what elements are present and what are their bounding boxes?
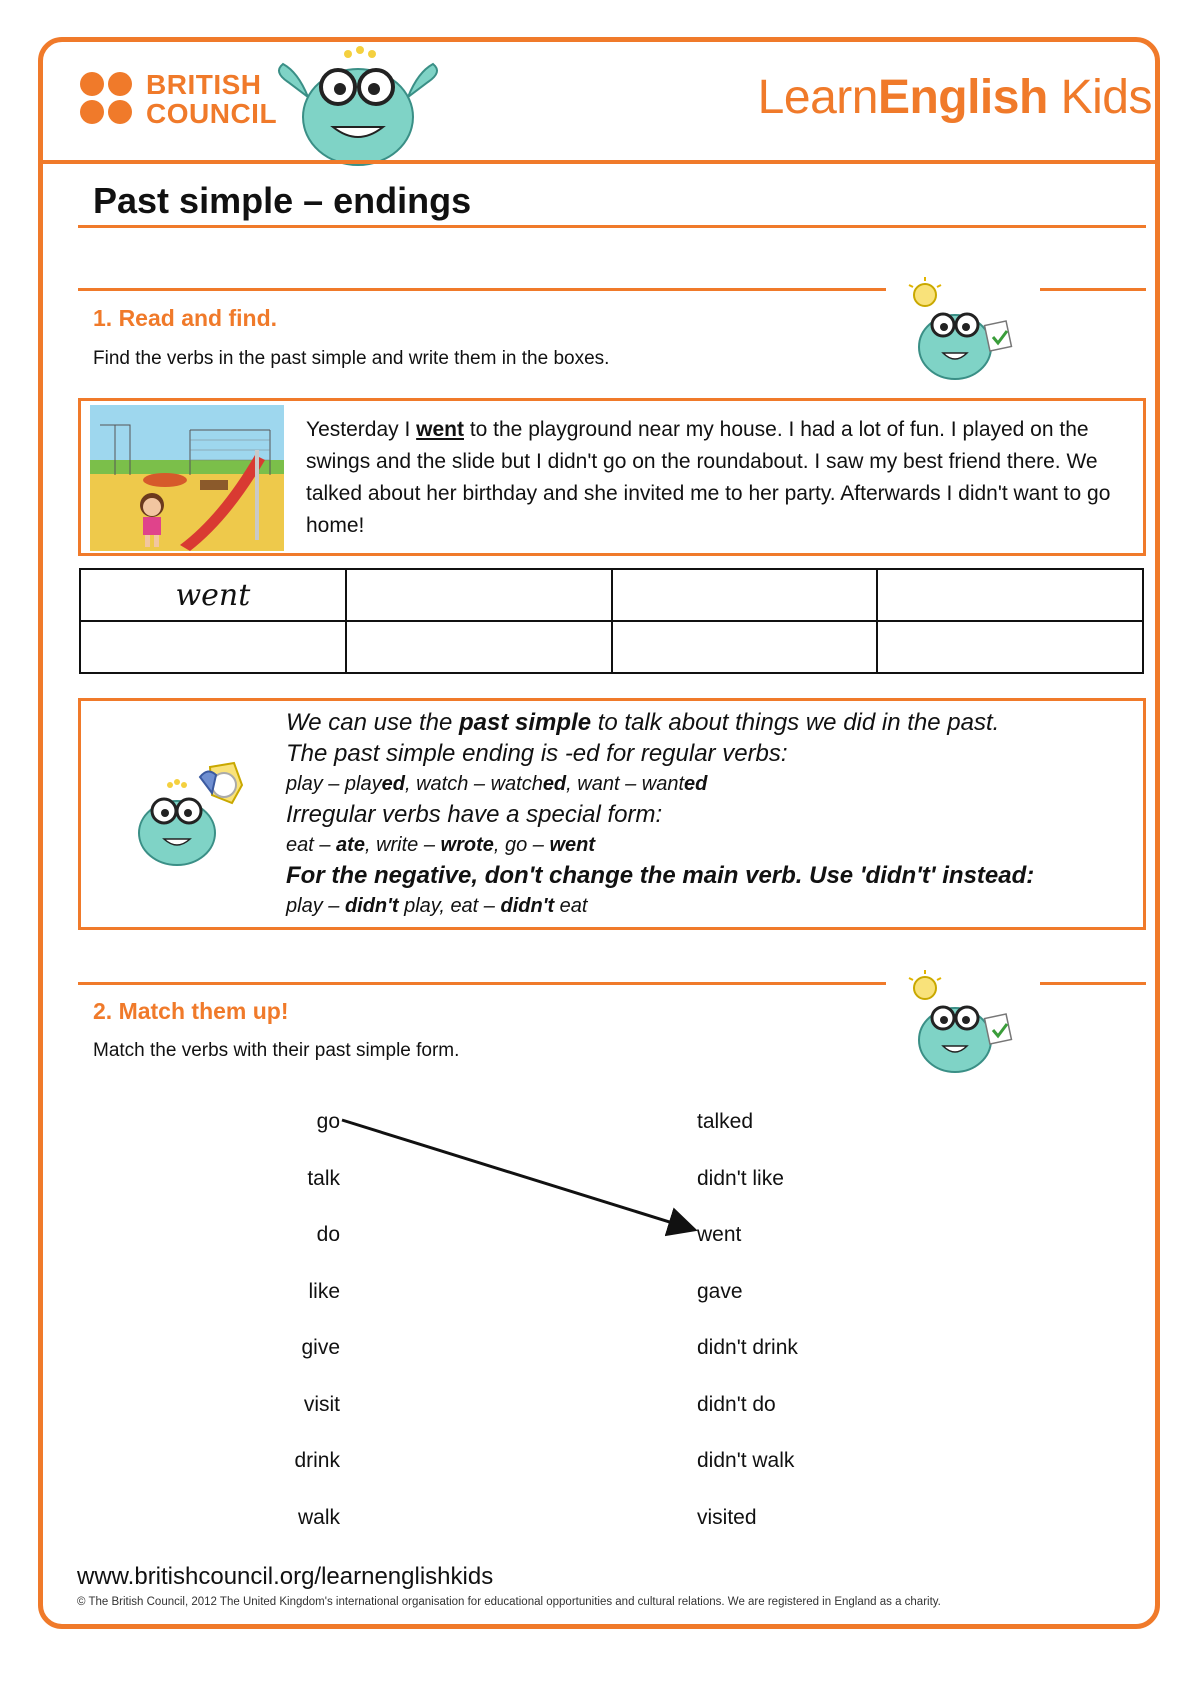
answer-cell[interactable] [612, 621, 878, 673]
rule-line-4: Irregular verbs have a special form: [286, 801, 663, 828]
rule-line-3 [286, 769, 1146, 799]
rule-line-2: The past simple ending is -ed for regular verbs: [286, 740, 788, 767]
match-right-verb[interactable]: didn't like [697, 1166, 784, 1190]
match-right-verb[interactable]: visited [697, 1505, 757, 1529]
mascot-logo-icon [268, 42, 448, 172]
playground-illustration [90, 405, 284, 551]
story-paragraph [306, 414, 1136, 542]
lek-prefix: Learn [757, 71, 878, 124]
lek-middle: English [877, 71, 1048, 124]
title-underline [78, 225, 1146, 228]
rule-line-1-c: to talk about things we did in the past. [591, 709, 1000, 736]
match-right-verb[interactable]: gave [697, 1279, 743, 1303]
match-left-verb[interactable]: visit [303, 1392, 340, 1416]
match-right-verb[interactable]: didn't walk [697, 1449, 795, 1472]
section2-heading: 2. Match them up! [93, 998, 289, 1024]
answer-cell[interactable] [612, 569, 878, 621]
answer-cell[interactable] [346, 621, 612, 673]
match-right-verb[interactable]: didn't do [697, 1392, 776, 1416]
grammar-rule-text [286, 707, 1146, 921]
answer-row [80, 569, 1143, 621]
rule-example: , want – want [566, 773, 684, 795]
section1-rule-right [1040, 288, 1146, 291]
section2-instruction: Match the verbs with their past simple form. [93, 1040, 460, 1061]
page-title: Past simple – endings [93, 180, 472, 221]
rule-example-bold: wrote [440, 834, 494, 856]
header-divider [43, 160, 1155, 164]
footer-url[interactable]: www.britishcouncil.org/learnenglishkids [77, 1563, 494, 1590]
answer-row [80, 621, 1143, 673]
learnenglish-kids-logo [758, 70, 1152, 125]
answer-cell[interactable] [346, 569, 612, 621]
match-left-verb[interactable]: walk [297, 1505, 340, 1529]
story-text-before: Yesterday I [306, 418, 417, 441]
rule-example-bold: ed [381, 773, 405, 795]
mascot-idea-icon [895, 968, 1020, 1078]
answer-grid [79, 568, 1144, 674]
rule-example: , go – [493, 834, 550, 856]
answer-cell[interactable] [877, 569, 1143, 621]
answer-cell[interactable] [80, 621, 346, 673]
lek-suffix: Kids [1047, 71, 1152, 124]
british-council-logo [80, 70, 280, 132]
rule-line-6 [286, 860, 1146, 891]
rule-example: play – [286, 895, 345, 917]
section1-heading: 1. Read and find. [93, 305, 278, 331]
rule-line-5 [286, 830, 1146, 860]
rule-example: play – play [286, 773, 382, 795]
rule-example: eat – [286, 834, 337, 856]
rule-line-1-a: We can use the [286, 709, 459, 736]
mascot-teacher-icon [122, 755, 272, 870]
bc-dots-icon [80, 72, 136, 128]
footer-legal: © The British Council, 2012 The United Kingdom's international organisation for educational opportunities and cultural relations. We are registered in England as a charity. [77, 1596, 941, 1608]
bc-line2: COUNCIL [146, 98, 278, 129]
rule-example-bold: ed [684, 773, 708, 795]
rule-example-bold: didn't [500, 895, 555, 917]
bc-line1: BRITISH [146, 69, 262, 100]
match-left-verb[interactable]: go [316, 1110, 340, 1133]
match-left-verb[interactable]: give [301, 1336, 340, 1359]
rule-keyword: past simple [459, 709, 592, 736]
rule-example: , write – [364, 834, 441, 856]
match-left-verb[interactable]: do [316, 1223, 340, 1246]
match-right-verb[interactable]: went [697, 1223, 742, 1246]
story-text-after: to the playground near my house. I had a lot of fun. I played on the swings and the slide but I didn't go on the roundabout. I saw my best friend there. We talked about her birthday and she invited me to her party. Afterwards I didn't want to go home! [306, 418, 1111, 537]
rule-example: play, eat – [398, 895, 501, 917]
answer-cell[interactable] [877, 621, 1143, 673]
rule-example-bold: ate [336, 834, 365, 856]
section2-rule-right [1040, 982, 1146, 985]
rule-example: , watch – watch [404, 773, 543, 795]
mascot-idea-icon [895, 275, 1020, 385]
section1-rule-left [78, 288, 886, 291]
rule-example-bold: ed [542, 773, 567, 795]
match-left-verb[interactable]: drink [294, 1449, 340, 1472]
match-left-verb[interactable]: talk [307, 1166, 340, 1190]
answer-cell[interactable] [80, 569, 346, 621]
match-left-verb[interactable]: like [308, 1279, 340, 1303]
match-right-verb[interactable]: didn't drink [697, 1336, 798, 1359]
section1-instruction: Find the verbs in the past simple and write them in the boxes. [93, 348, 610, 369]
story-example-verb: went [416, 418, 464, 441]
match-right-verb[interactable]: talked [697, 1110, 754, 1133]
rule-negative: For the negative, don't change the main verb. Use 'didn't' instead: [286, 862, 1035, 889]
answer-example: went [175, 577, 251, 613]
rule-example-bold: went [549, 834, 596, 856]
rule-example: eat [554, 895, 588, 917]
rule-example-bold: didn't [344, 895, 399, 917]
rule-line-7 [286, 891, 1146, 921]
rule-line-1 [286, 707, 1146, 738]
section2-rule-left [78, 982, 886, 985]
